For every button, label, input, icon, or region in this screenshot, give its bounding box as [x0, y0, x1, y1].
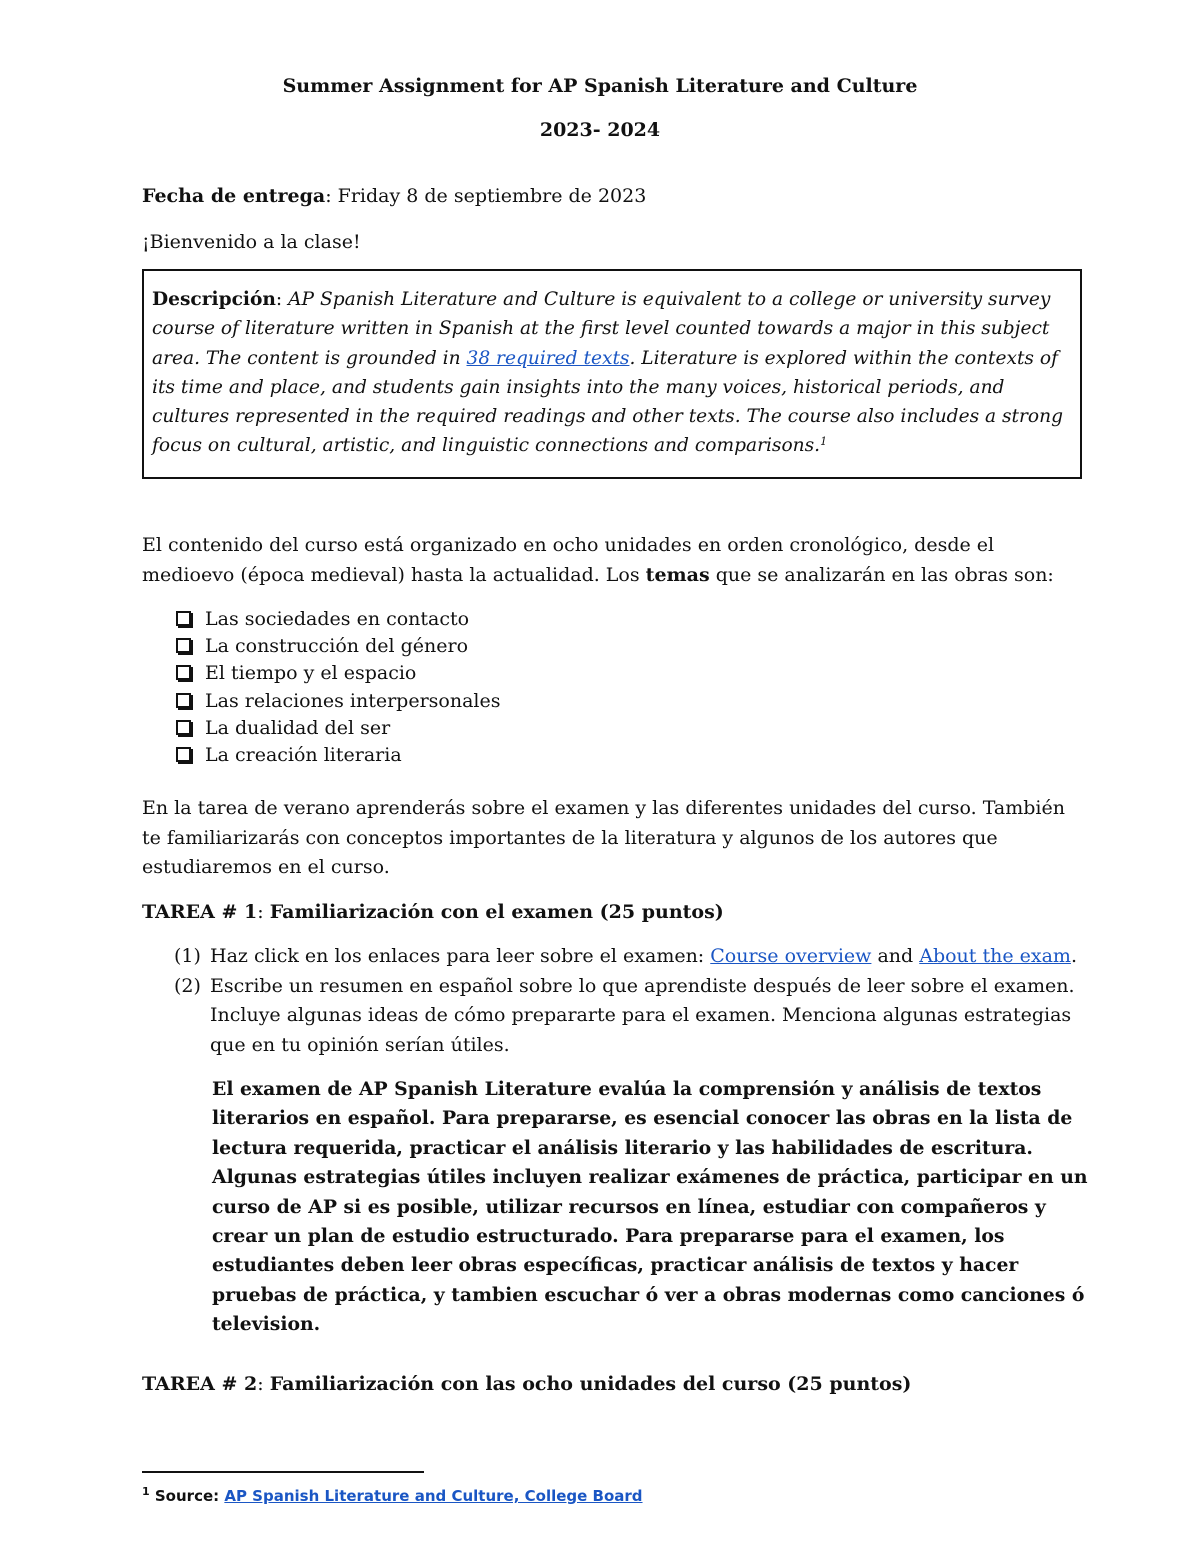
themes-keyword: temas	[645, 563, 710, 586]
theme-label: Las sociedades en contacto	[205, 608, 470, 630]
checkbox-bullet-icon	[176, 693, 191, 708]
about-the-exam-link[interactable]: About the exam	[919, 945, 1071, 967]
theme-label: La dualidad del ser	[205, 716, 391, 739]
checkbox-bullet-icon	[176, 611, 191, 626]
task2-title: Familiarización con las ocho unidades del curso (25 puntos)	[269, 1373, 912, 1395]
task1-label: TAREA # 1	[142, 901, 258, 923]
list-item	[176, 742, 500, 769]
footnote	[142, 1486, 643, 1506]
themes-list	[176, 606, 500, 769]
footnote-number: 1	[142, 1485, 150, 1498]
summer-intro-paragraph: En la tarea de verano aprenderás sobre el examen y las diferentes unidades del curso. También te familiarizarás con conceptos importantes de la literatura y algunos de los autores que estudiaremos en el curso.	[142, 797, 1065, 878]
document-title: Summer Assignment for AP Spanish Literature and Culture	[282, 75, 918, 97]
task1-instructions	[174, 942, 1089, 1060]
description-text-part2: . Literature is explored within the contexts of its time and place, and students gain insights into the many voices, historical periods, and cultures represented in the required readings and other texts. The course also includes a strong focus on cultural, artistic, and linguistic connections and comparisons.	[152, 347, 1063, 457]
theme-label: El tiempo y el espacio	[205, 662, 417, 685]
item-number: (2)	[174, 974, 201, 997]
item-end: .	[1070, 945, 1077, 967]
list-item	[176, 715, 500, 742]
course-overview-link[interactable]: Course overview	[710, 945, 872, 967]
theme-label: La creación literaria	[205, 743, 402, 766]
list-item	[176, 688, 500, 715]
content-intro-paragraph	[142, 531, 1087, 590]
due-date-line	[142, 182, 1087, 212]
college-board-link[interactable]: AP Spanish Literature and Culture, College Board	[224, 1487, 643, 1505]
content-intro-text-end: que se analizarán en las obras son:	[709, 563, 1054, 586]
description-colon: :	[275, 289, 289, 310]
task1-title: Familiarización con el examen (25 puntos)	[269, 901, 724, 923]
required-texts-link[interactable]: 38 required texts	[466, 347, 630, 369]
item-number: (1)	[174, 945, 201, 967]
list-item	[176, 633, 500, 660]
checkbox-bullet-icon	[176, 638, 191, 653]
list-item	[176, 606, 500, 633]
footnote-ref: 1	[820, 435, 828, 449]
task2-label: TAREA # 2	[142, 1373, 258, 1395]
description-text	[152, 289, 1063, 456]
due-date-value: : Friday 8 de septiembre de 2023	[325, 185, 647, 207]
list-item	[174, 972, 1089, 1061]
description-label: Descripción	[152, 289, 276, 310]
task2-colon: :	[257, 1373, 270, 1395]
task1-colon: :	[257, 901, 270, 923]
checkbox-bullet-icon	[176, 720, 191, 735]
theme-label: Las relaciones interpersonales	[205, 689, 501, 712]
theme-label: La construcción del género	[205, 635, 469, 658]
checkbox-bullet-icon	[176, 665, 191, 680]
description-text-part1: AP Spanish Literature and Culture is equivalent to a college or university survey course of literature written in Spanish at the first level counted towards a major in this subject area. The content is grounded in	[152, 289, 1051, 369]
footnote-label: Source:	[149, 1487, 225, 1505]
item-text: Haz click en los enlaces para leer sobre el examen:	[210, 945, 711, 967]
task1-heading	[142, 898, 1087, 928]
description-box	[142, 269, 1082, 479]
list-item	[174, 942, 1089, 972]
school-year: 2023- 2024	[539, 119, 661, 141]
checkbox-bullet-icon	[176, 747, 191, 762]
welcome-text: ¡Bienvenido a la clase!	[142, 231, 361, 253]
footnote-divider	[142, 1471, 424, 1473]
link-joiner: and	[871, 945, 920, 967]
content-intro-text: El contenido del curso está organizado en ocho unidades en orden cronológico, desde el medioevo (época medieval) hasta la actualidad. Los	[142, 534, 995, 586]
task2-heading	[142, 1370, 1087, 1400]
item-text: Escribe un resumen en español sobre lo que aprendiste después de leer sobre el examen. Incluye algunas ideas de cómo prepararte para el examen. Menciona algunas estrategias que en tu opinión serían útiles.	[210, 974, 1075, 1056]
list-item	[176, 660, 500, 687]
due-date-label: Fecha de entrega	[142, 185, 326, 207]
student-answer: El examen de AP Spanish Literature evalúa la comprensión y análisis de textos literarios en español. Para prepararse, es esencial conocer las obras en la lista de lectura requerida, practicar el análisis literario y las habilidades de escritura. Algunas estrategias útiles incluyen realizar exámenes de práctica, participar en un curso de AP si es posible, utilizar recursos en línea, estudiar con compañeros y crear un plan de estudio estructurado. Para prepararse para el examen, los estudiantes deben leer obras específicas, practicar análisis de textos y hacer pruebas de práctica, y tambien escuchar ó ver a obras modernas como canciones ó television.	[212, 1078, 1088, 1336]
